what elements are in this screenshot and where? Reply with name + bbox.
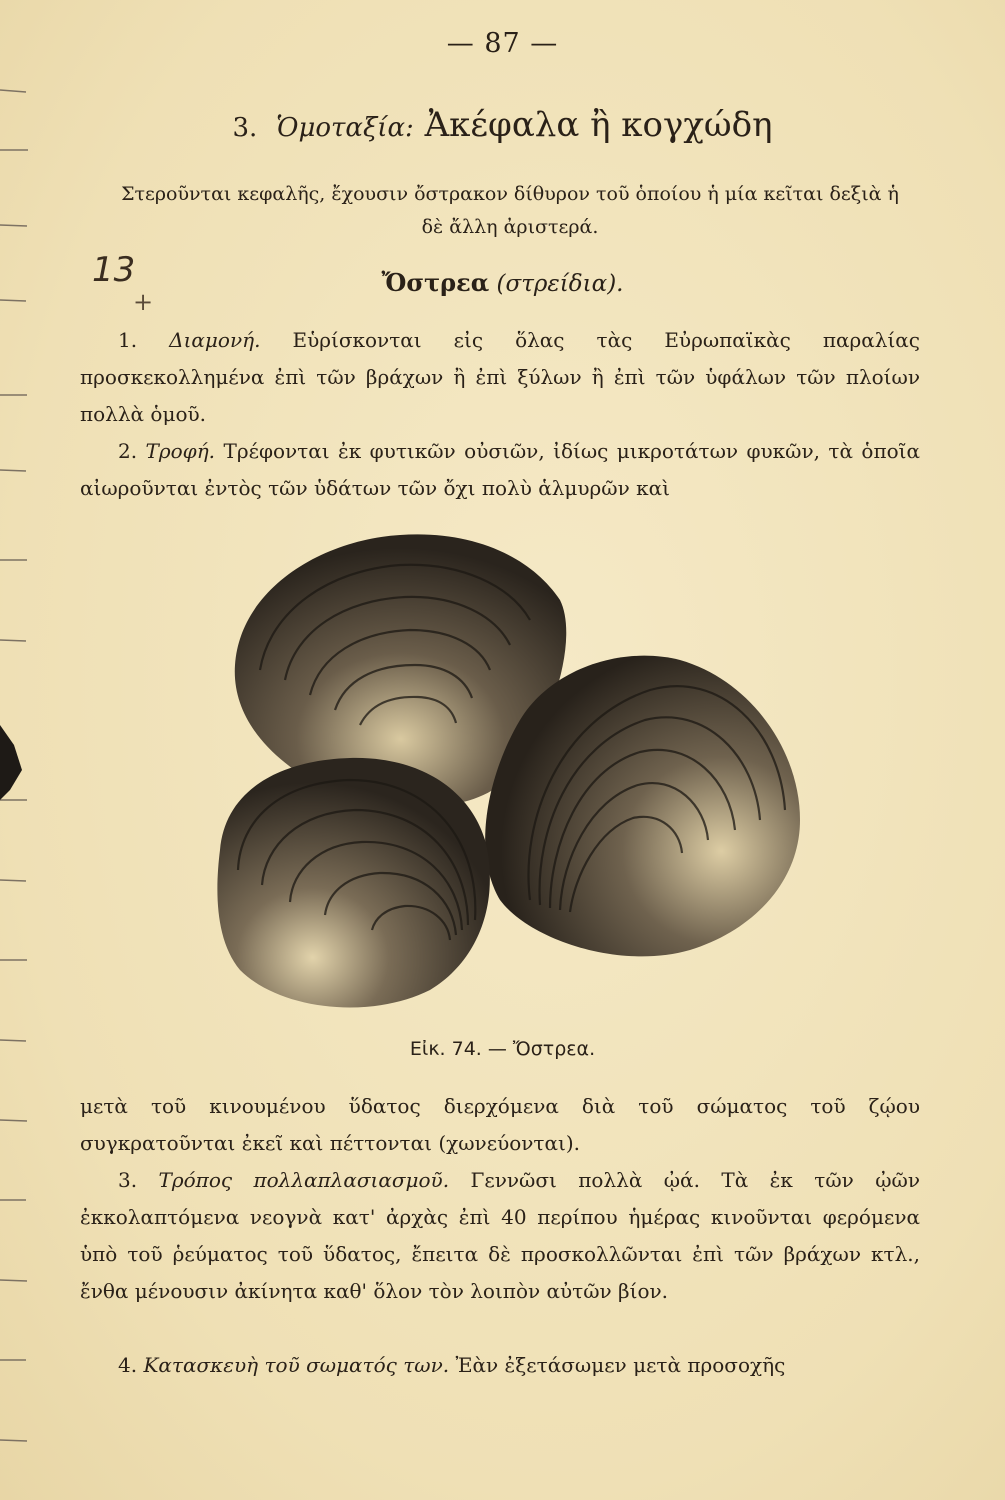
paragraph-number: 2. (118, 439, 138, 463)
intro-text: Στεροῦνται κεφαλῆς, ἔχουσιν ὄστρακον δίθυρον τοῦ ὁποίου ἡ μία κεῖται δεξιὰ ἡ δὲ ἄλλη ἀριστερά. (121, 183, 899, 238)
handwritten-note: 13 (92, 250, 136, 290)
paragraph-title: Κατασκευὴ τοῦ σωματός των. (143, 1353, 450, 1377)
paragraph-title: Τρόπος πολλαπλασιασμοῦ. (158, 1168, 450, 1192)
paragraph-habitat (80, 322, 920, 433)
oyster-shell-bottom (217, 758, 489, 1008)
section-title: Ἀκέφαλα ἢ κογχώδη (424, 105, 773, 145)
handwritten-mark: + (133, 288, 154, 316)
paragraph-body-structure (80, 1347, 920, 1384)
paragraph-text: μετὰ τοῦ κινουμένου ὕδατος διερχόμενα διὰ τοῦ σώματος τοῦ ζῴου συγκρατοῦνται ἐκεῖ καὶ πέττονται (χωνεύονται). (80, 1094, 920, 1155)
paragraph-text: Ἐὰν ἐξετάσωμεν μετὰ προσοχῆς (455, 1353, 786, 1377)
subheading-name: Ὄστρεα (381, 268, 490, 297)
paragraph-food (80, 433, 920, 507)
paragraph-text: Γεννῶσι πολλὰ ᾠά. Τὰ ἐκ τῶν ᾠῶν ἐκκολαπτόμενα νεογνὰ κατ' ἀρχὰς ἐπὶ 40 περίπου ἡμέρας κινοῦνται φερόμενα ὑπὸ τοῦ ῥεύματος τοῦ ὕδατος, ἔπειτα δὲ προσκολλῶνται ἐπὶ τῶν βράχων κτλ., ἔνθα μένουσιν ἀκίνητα καθ' ὅλον τὸν λοιπὸν αὐτῶν βίον. (80, 1168, 921, 1303)
oyster-illustration (200, 520, 820, 1025)
paragraph-number: 3. (118, 1168, 138, 1192)
paragraph-text: Τρέφονται ἐκ φυτικῶν οὐσιῶν, ἰδίως μικροτάτων φυκῶν, τὰ ὁποῖα αἰωροῦνται ἐντὸς τῶν ὑδάτων τῶν ὄχι πολὺ ἁλμυρῶν καὶ (80, 439, 921, 500)
section-heading (0, 105, 1005, 145)
page-edge-marks (0, 0, 40, 1500)
paragraph-food-continued (80, 1088, 920, 1162)
section-label: Ὁμοταξία: (276, 113, 414, 143)
paragraph-reproduction (80, 1162, 920, 1310)
subheading-common-name: (στρείδια). (496, 271, 624, 297)
subheading (0, 268, 1005, 297)
paragraph-number: 1. (118, 328, 138, 352)
paragraph-title: Διαμονή. (169, 328, 261, 352)
paragraph-number: 4. (118, 1353, 138, 1377)
figure-caption: Εἰκ. 74. — Ὄστρεα. (409, 1038, 596, 1060)
page-number: — 87 — (446, 28, 559, 59)
paragraph-title: Τροφή. (145, 439, 216, 463)
section-number: 3. (232, 113, 258, 143)
paragraph-text: Εὑρίσκονται εἰς ὅλας τὰς Εὐρωπαϊκὰς παραλίας προσκεκολλημένα ἐπὶ τῶν βράχων ἢ ἐπὶ ξύλων ἢ ἐπὶ τῶν ὑφάλων τῶν πλοίων πολλὰ ὁμοῦ. (80, 328, 921, 426)
